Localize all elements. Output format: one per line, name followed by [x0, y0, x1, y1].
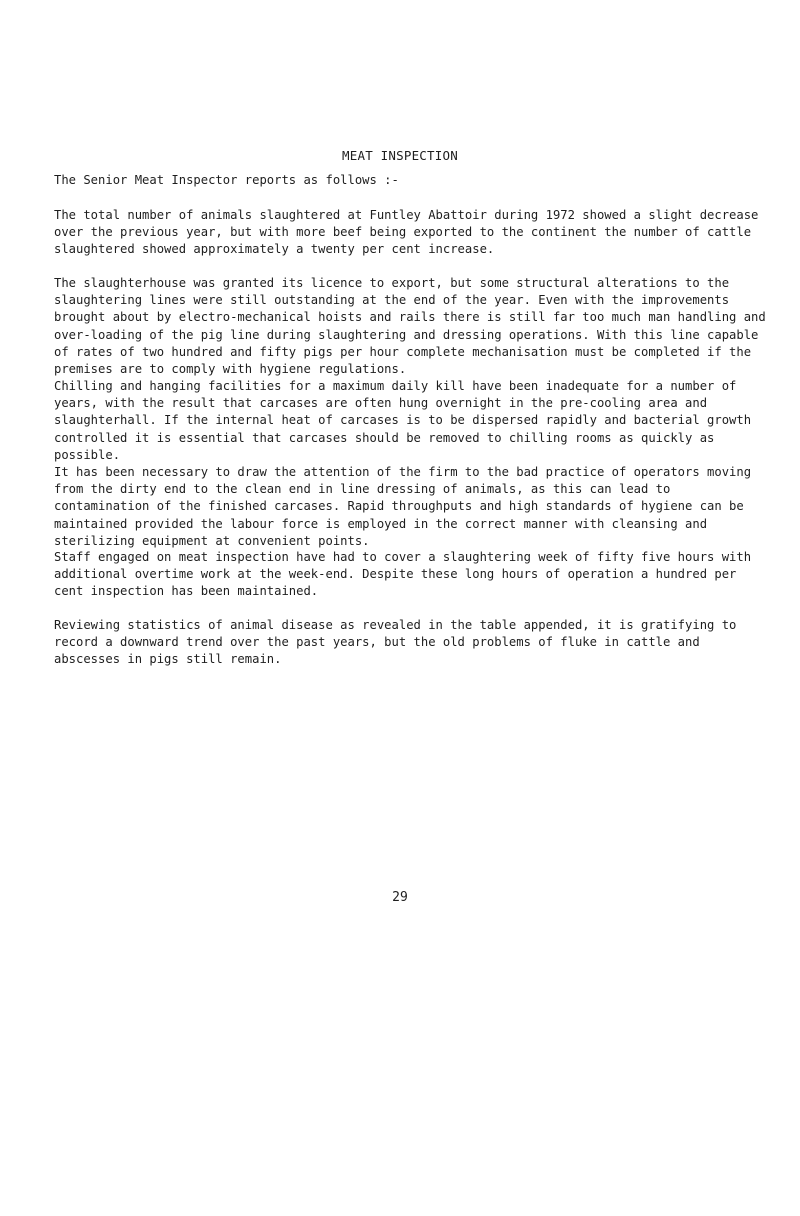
- paragraph-dressing-practice: It has been necessary to draw the attention of the firm to the bad practice of operators moving from the dirty end to the clean end in line dressing of animals, as this can lead to contamination of the finished carcases. Rapid throughputs and high standards of hygiene can be maintained provided the labour force is employed in the correct manner with cleansing and sterilizing equipment at convenient points.: [54, 465, 752, 548]
- paragraph-staff-hours: Staff engaged on meat inspection have had to cover a slaughtering week of fifty five hours with additional overtime work at the week-end. Despite these long hours of operation a hundred per cent inspection has been maintained.: [54, 550, 752, 599]
- paragraph-chilling-facilities: Chilling and hanging facilities for a maximum daily kill have been inadequate for a number of years, with the result that carcases are often hung overnight in the pre-cooling area and slaughterhall. If the internal heat of carcases is to be dispersed rapidly and bacterial growth controlled it is essential that carcases should be removed to chilling rooms as quickly as possible.: [54, 379, 752, 462]
- paragraph-slaughterhouse-licence: The slaughterhouse was granted its licence to export, but some structural alterations to the slaughtering lines were still outstanding at the end of the year. Even with the improvements brought about by electro-mechanical hoists and rails there is still far too much man handling and over-loading of the pig line during slaughtering and dressing operations. With this line capable of rates of two hundred and fifty pigs per hour complete mechanisation must be completed if the premises are to comply with hygiene regulations.: [54, 276, 766, 377]
- paragraph-animal-numbers: The total number of animals slaughtered at Funtley Abattoir during 1972 showed a slight decrease over the previous year, but with more beef being exported to the continent the number of cattle slaughtered showed approximately a twenty per cent increase.: [54, 208, 759, 257]
- intro-line: The Senior Meat Inspector reports as follows :-: [54, 173, 399, 187]
- paragraph-disease-statistics: Reviewing statistics of animal disease as revealed in the table appended, it is gratifying to record a downward trend over the past years, but the old problems of fluke in cattle and abscesses in pigs still remain.: [54, 618, 737, 667]
- page-number: 29: [392, 890, 408, 905]
- page-title: MEAT INSPECTION: [342, 148, 458, 163]
